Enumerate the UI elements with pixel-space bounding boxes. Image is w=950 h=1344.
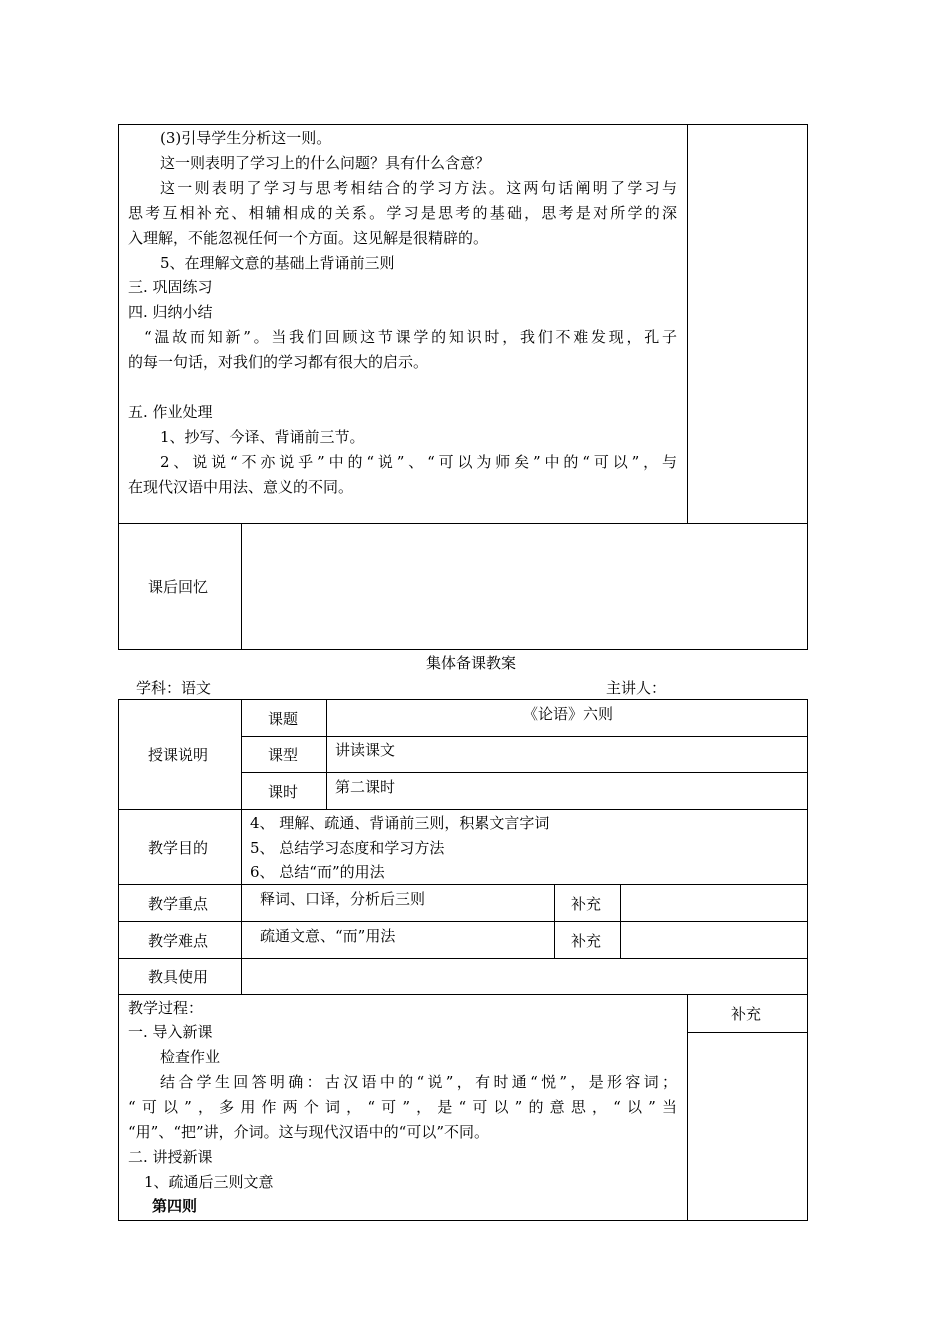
text-line: 1、疏通后三则文意 — [144, 1173, 274, 1191]
key-supp-label: 补充 — [571, 895, 602, 913]
text-line: 思考互相补充、相辅相成的关系。学习是思考的基础，思考是对所学的深 — [128, 204, 677, 222]
key-label: 教学重点 — [148, 895, 209, 913]
text-line: 1、抄写、今译、背诵前三节。 — [160, 428, 365, 446]
page-title: 集体备课教案 — [426, 654, 517, 672]
type-value: 讲读课文 — [335, 741, 396, 759]
text-line: 结合学生回答明确：古汉语中的“说”，有时通“悦”，是形容词； — [160, 1073, 677, 1091]
row-divider — [118, 809, 808, 810]
speaker-label: 主讲人： — [606, 679, 667, 697]
sublabel-col-divider — [326, 699, 327, 809]
review-label: 课后回忆 — [148, 578, 209, 596]
process-supp-label: 补充 — [731, 1005, 762, 1023]
process-supp-divider — [687, 1032, 808, 1033]
process-col-divider — [687, 994, 688, 1221]
hours-value: 第二课时 — [335, 778, 396, 796]
text-line: “可以”，多用作两个词，“可”，是“可以”的意思，“以”当 — [128, 1098, 677, 1116]
row-divider — [241, 772, 808, 773]
goal-label: 教学目的 — [148, 839, 209, 857]
supp-col-divider — [554, 884, 555, 958]
text-line: (3)引导学生分析这一则。 — [160, 129, 332, 147]
plan-table — [118, 699, 808, 995]
subject-label: 学科：语文 — [136, 679, 212, 697]
text-line: 这一则表明了学习上的什么问题？具有什么含意？ — [160, 154, 491, 172]
section-heading: 三. 巩固练习 — [128, 278, 213, 296]
diff-supp-label: 补充 — [571, 932, 602, 950]
hours-label: 课时 — [268, 783, 299, 801]
row-divider — [241, 736, 808, 737]
row-divider — [118, 884, 808, 885]
review-divider — [241, 523, 242, 650]
text-line: 入理解，不能忽视任何一个方面。这见解是很精辟的。 — [128, 229, 489, 247]
topic-value: 《论语》六则 — [523, 705, 614, 723]
label-col-divider — [241, 699, 242, 995]
text-line: 在现代汉语中用法、意义的不同。 — [128, 478, 354, 496]
goal-item: 5、 总结学习态度和学习方法 — [250, 839, 445, 857]
goal-item: 4、 理解、疏通、背诵前三则，积累文言字词 — [250, 814, 550, 832]
process-heading: 教学过程： — [128, 999, 204, 1017]
top-table-row-divider — [118, 523, 808, 524]
text-line: “温故而知新”。当我们回顾这节课学的知识时，我们不难发现，孔子 — [144, 328, 677, 346]
text-line: 这一则表明了学习与思考相结合的学习方法。这两句话阐明了学习与 — [160, 179, 677, 197]
section-heading: 四. 归纳小结 — [128, 303, 213, 321]
subsection-heading: 第四则 — [152, 1197, 198, 1215]
key-value: 释词、口译，分析后三则 — [260, 890, 426, 908]
type-label: 课型 — [268, 746, 299, 764]
section-heading: 五. 作业处理 — [128, 403, 213, 421]
row-divider — [118, 958, 808, 959]
text-line: “用”、“把”讲，介词。这与现代汉语中的“可以”不同。 — [128, 1123, 490, 1141]
supp-col-divider — [620, 884, 621, 958]
goal-item: 6、 总结“而”的用法 — [250, 863, 385, 881]
section-heading: 一. 导入新课 — [128, 1023, 213, 1041]
top-table-divider — [687, 124, 688, 524]
text-line: 检查作业 — [160, 1048, 221, 1066]
intro-label: 授课说明 — [148, 746, 209, 764]
text-line: 的每一句话，对我们的学习都有很大的启示。 — [128, 353, 429, 371]
section-heading: 二. 讲授新课 — [128, 1148, 213, 1166]
text-line: 2、说说“不亦说乎”中的“说”、“可以为师矣”中的“可以”，与 — [160, 453, 677, 471]
diff-value: 疏通文意、“而”用法 — [260, 927, 396, 945]
topic-label: 课题 — [268, 710, 299, 728]
diff-label: 教学难点 — [148, 932, 209, 950]
tools-label: 教具使用 — [148, 968, 209, 986]
text-line: 5、在理解文意的基础上背诵前三则 — [160, 254, 395, 272]
row-divider — [118, 921, 808, 922]
